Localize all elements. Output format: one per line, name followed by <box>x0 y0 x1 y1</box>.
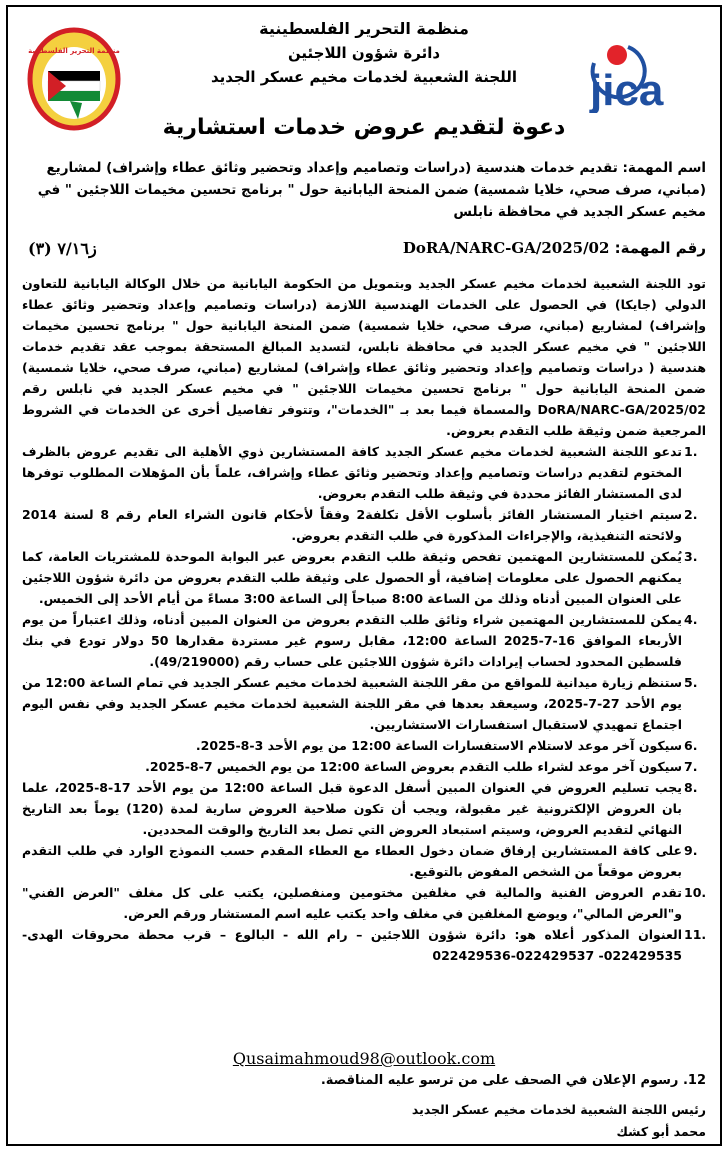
signature-block <box>22 1099 706 1143</box>
clause-text: تقدم العروض الفنية والمالية في مغلفين مختومين ومنفصلين، يكتب على كل مغلف "العرض الفني" و"العرض المالي"، ويوضع المغلفين في مغلف واحد يكتب عليه اسم المستشار ورقم العرض. <box>22 885 682 921</box>
clause-number: 3. <box>684 549 698 564</box>
clause-item <box>22 840 698 882</box>
clause-number: 7. <box>684 759 698 774</box>
task-name: اسم المهمة: تقديم خدمات هندسية (دراسات وتصاميم وإعداد وتحضير وثائق عطاء وإشراف) لمشاريع (مباني، صرف صحي، خلايا شمسية) ضمن المنحة اليابانية حول " برنامج تحسين مخيمات اللاجئين " في مخيم عسكر الجديد في محافظة نابلس <box>37 160 706 220</box>
committee-name: اللجنة الشعبية لخدمات مخيم عسكر الجديد <box>210 68 518 86</box>
contact-email-link[interactable]: Qusaimahmoud98@outlook.com <box>232 1049 496 1068</box>
task-reference-label: رقم المهمة: <box>614 239 706 257</box>
clause-item <box>22 777 698 840</box>
clause-text: سيكون آخر موعد لاستلام الاستفسارات الساعة 12:00 من يوم الأحد 3-8-2025. <box>195 738 682 753</box>
clause-item <box>22 504 698 546</box>
clause-text: سيكون آخر موعد لشراء طلب التقدم بعروض الساعة 12:00 من يوم الخميس 7-8-2025. <box>145 759 682 774</box>
clause-item <box>22 756 698 777</box>
clause-item <box>22 546 698 609</box>
announcement-body <box>22 273 706 966</box>
clause-text: يجب تسليم العروض في العنوان المبين أسفل الدعوة قبل الساعة 12:00 من يوم الأحد 17-8-2025، علما بان العروض الإلكترونية غير مقبولة، ويجب أن تكون صلاحية العروض سارية لمدة (120) يوماً بعد التاريخ النهائي لتقديم العروض، وسيتم استبعاد العروض التي تصل بعد التاريخ والوقت المحددين. <box>22 780 683 837</box>
clauses-list <box>22 441 706 966</box>
jica-logo-text: jica <box>590 66 664 113</box>
org-name: منظمة التحرير الفلسطينية <box>259 19 469 38</box>
department-name: دائرة شؤون اللاجئين <box>287 44 441 62</box>
plo-emblem-text: منظمة التحرير الفلسطينية <box>28 47 120 55</box>
clause-text: يُمكن للمستشارين المهتمين تفحص وثيقة طلب التقدم بعروض عبر البوابة الموحدة للمشتريات العامة، كما يمكنهم الحصول على معلومات إضافية، أو الحصول على وثيقة طلب التقدم بعروض من دائرة شؤون اللاجئين على العنوان المبين أدناه وذلك من الساعة 8:00 صباحاً إلى الساعة 3:00 مساءً من أيام الأحد إلى الخميس. <box>22 549 682 606</box>
signature-name: محمد أبو كشك <box>616 1124 706 1139</box>
clause-number: 10. <box>684 885 707 900</box>
clause-item <box>22 1073 706 1088</box>
signature-title: رئيس اللجنة الشعبية لخدمات مخيم عسكر الجديد <box>411 1102 706 1117</box>
intro-paragraph: تود اللجنة الشعبية لخدمات مخيم عسكر الجديد وبتمويل من الحكومة اليابانية من خلال الوكالة اليابانية للتعاون الدولي (جايكا) في الحصول على الخدمات الهندسية اللازمة (دراسات وتصاميم وإعداد وتحضير وثائق عطاء وإشراف) لمشاريع (مباني، صرف صحي، خلايا شمسية) ضمن المنحة اليابانية حول " برنامج تحسين مخيمات اللاجئين " في مخيم عسكر الجديد في محافظة نابلس، لتسديد المبالغ المستحقة بموجب عقد تقديم خدمات هندسية ( دراسات وتصاميم وإعداد وتحضير وثائق عطاء وإشراف) لمشاريع (مباني، صرف صحي، خلايا شمسية) ضمن المنحة اليابانية حول " برنامج تحسين مخيمات اللاجئين " في مخيم عسكر الجديد في نابلس رقم DoRA/NARC-GA/2025/02 والمسماة فيما بعد بـ "الخدمات"، وتتوفر تفاصيل أخرى عن الخدمات في الشروط المرجعية ضمن وثيقة طلب التقدم بعروض. <box>22 276 706 438</box>
jica-logo <box>584 33 706 113</box>
clause-text: رسوم الإعلان في الصحف على من ترسو عليه المناقصة. <box>320 1073 679 1088</box>
reference-line <box>22 239 706 263</box>
clause-item <box>22 672 698 735</box>
organization-header <box>158 17 570 89</box>
clause-text: على كافة المستشارين إرفاق ضمان دخول العطاء مع العطاء المقدم حسب النموذج الوارد في طلب التقدم بعروض موقعاً من الشخص المفوض بالتوقيع. <box>22 843 682 879</box>
announcement-page <box>6 5 722 1146</box>
clause-number: 11. <box>684 927 707 942</box>
clause-number: 1. <box>684 444 698 459</box>
clause-item <box>22 882 707 924</box>
clause-item <box>22 441 698 504</box>
clause-text: العنوان المذكور أعلاه هو: دائرة شؤون اللاجئين – رام الله - البالوع – قرب محطة محروقات الهدى- 022429535- 022429537-022429536 <box>22 927 682 963</box>
clause-item <box>22 924 707 966</box>
clause-item <box>22 609 698 672</box>
contact-email[interactable] <box>8 1049 720 1068</box>
form-number: ز٧/١٦ (٣) <box>28 239 97 258</box>
plo-emblem <box>26 27 122 131</box>
clause-item <box>22 735 698 756</box>
clause-text: تدعو اللجنة الشعبية لخدمات مخيم عسكر الجديد كافة المستشارين ذوي الأهلية الى تقديم عروض بالظرف المختوم لتقديم دراسات وتصاميم وإعداد وتحضير وثائق عطاء وإشراف، علماً بأن المؤهلات المطلوب توفرها لدى المستشار الفائز محددة في وثيقة طلب التقدم بعروض. <box>22 444 682 501</box>
clause-number: 4. <box>684 612 698 627</box>
clause-text: يمكن للمستشارين المهتمين شراء وثائق طلب التقدم بعروض من العنوان المبين أدناه، وذلك اعتباراً من يوم الأربعاء الموافق 16-7-2025 الساعة 12:00، مقابل رسوم غير مستردة مقدارها 50 دولار تودع في بنك فلسطين المحدود لحساب إيرادات دائرة شؤون اللاجئين على حساب رقم (49/219000). <box>22 612 682 669</box>
clause-number: 12. <box>682 1073 706 1088</box>
task-reference <box>242 239 706 257</box>
task-reference-code: DoRA/NARC-GA/2025/02 <box>402 239 610 257</box>
clause-number: 5. <box>684 675 698 690</box>
clause-number: 6. <box>684 738 698 753</box>
page-title: دعوة لتقديم عروض خدمات استشارية <box>162 115 566 140</box>
clause-text: ستنظم زيارة ميدانية للمواقع من مقر اللجنة الشعبية لخدمات مخيم عسكر الجديد في تمام الساعة 12:00 من يوم الأحد 27-7-2025، وسيعقد بعدها في مقر اللجنة الشعبية لخدمات مخيم عسكر الجديد وفي نفس اليوم اجتماع تمهيدي لاستقبال استفسارات الاستشاريين. <box>22 675 683 732</box>
clause-number: 8. <box>684 780 698 795</box>
clause-number: 2. <box>684 507 698 522</box>
clause-number: 9. <box>684 843 698 858</box>
clause-text: سيتم اختيار المستشار الفائز بأسلوب الأقل تكلفة2 وفقاً لأحكام قانون الشراء العام رقم 8 لسنة 2014 ولائحته التنفيذية، والإجراءات المذكورة في طلب التقدم بعروض. <box>22 507 682 543</box>
